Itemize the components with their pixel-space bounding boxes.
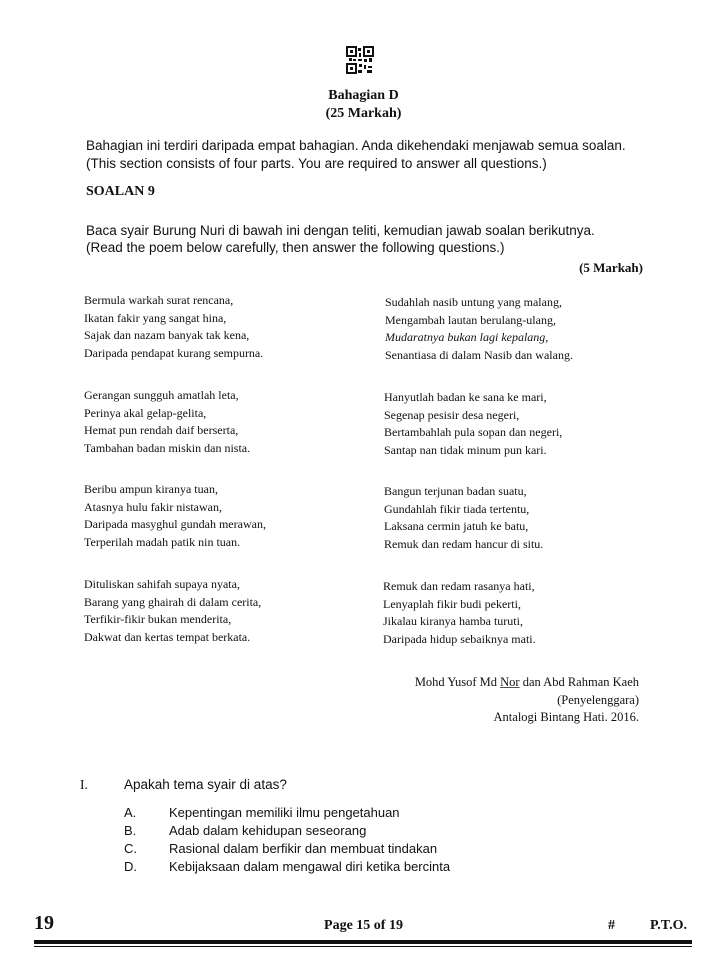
option-letter: C.	[124, 841, 137, 856]
poem-stanza-left-2	[84, 387, 250, 457]
footer-rule-thin	[34, 946, 692, 947]
poem-line: Terfikir-fikir bukan menderita,	[84, 612, 232, 626]
poem-line: Terperilah madah patik nin tuan.	[84, 534, 241, 549]
poem-line: Jikalau kiranya hamba turuti,	[383, 614, 523, 628]
section-marks: (25 Markah)	[325, 106, 402, 121]
option-letter: A.	[124, 805, 137, 820]
poem-line: Hemat pun rendah daif berserta,	[84, 423, 239, 437]
option-text: Rasional dalam berfikir dan membuat tindakan	[169, 841, 438, 856]
poem-line: Lenyaplah fikir budi pekerti,	[383, 596, 521, 611]
option-text: Adab dalam kehidupan seseorang	[169, 823, 367, 838]
option-letter: D.	[124, 859, 137, 874]
section-title: Bahagian D	[328, 88, 399, 103]
poem-stanza-right-1	[385, 294, 573, 364]
poem-line: Ikatan fakir yang sangat hina,	[84, 310, 227, 325]
intro-english: (This section consists of four parts. You are required to answer all questions.)	[86, 156, 547, 171]
poem-line: Barang yang ghairah di dalam cerita,	[84, 594, 262, 609]
question-marks: (5 Markah)	[579, 260, 643, 275]
footer-rule-thick	[34, 940, 692, 944]
question-number: I.	[80, 777, 88, 792]
poem-line: Daripada pendapat kurang sempurna.	[84, 345, 264, 360]
credit-source: Antalogi Bintang Hati. 2016.	[493, 710, 639, 724]
poem-stanza-left-3	[84, 481, 266, 551]
poem-line: Senantiasa di dalam Nasib dan walang.	[385, 347, 573, 362]
poem-stanza-right-2	[384, 389, 562, 459]
instruction-english: (Read the poem below carefully, then answer the following questions.)	[86, 240, 505, 255]
poem-line: Dakwat dan kertas tempat berkata.	[84, 629, 251, 644]
option-c	[124, 840, 450, 858]
footer-hash: #	[608, 918, 615, 933]
poem-line: Sudahlah nasib untung yang malang,	[385, 295, 562, 309]
poem-line: Bermula warkah surat rencana,	[84, 293, 234, 307]
poem-line: Remuk dan redam hancur di situ.	[384, 536, 544, 551]
intro-malay: Bahagian ini terdiri daripada empat bahagian. Anda dikehendaki menjawab semua soalan.	[86, 138, 626, 153]
footer-pto: P.T.O.	[650, 918, 687, 933]
poem-line: Gerangan sungguh amatlah leta,	[84, 388, 239, 402]
poem-line: Mengambah lautan berulang-ulang,	[385, 312, 556, 327]
qr-code-icon	[346, 46, 374, 74]
poem-line: Daripada masyghul gundah merawan,	[84, 517, 266, 531]
poem-line: Gundahlah fikir tiada tertentu,	[384, 501, 530, 516]
answer-options	[124, 804, 450, 876]
poem-line: Hanyutlah badan ke sana ke mari,	[384, 390, 547, 404]
question-text: Apakah tema syair di atas?	[124, 777, 287, 792]
poem-stanza-left-4	[84, 576, 261, 646]
poem-stanza-right-3	[384, 483, 543, 553]
question-title: SOALAN 9	[86, 184, 155, 199]
poem-line: Remuk dan redam rasanya hati,	[383, 579, 535, 593]
poem-line: Sajak dan nazam banyak tak kena,	[84, 328, 250, 342]
instruction-malay: Baca syair Burung Nuri di bawah ini dengan teliti, kemudian jawab soalan berikutnya.	[86, 223, 595, 238]
option-letter: B.	[124, 823, 137, 838]
option-b	[124, 822, 450, 840]
poem-line: Perinya akal gelap-gelita,	[84, 405, 207, 420]
poem-line: Tambahan badan miskin dan nista.	[84, 440, 251, 455]
poem-line: Mudaratnya bukan lagi kepalang,	[385, 330, 549, 344]
option-d	[124, 858, 450, 876]
poem-stanza-right-4	[383, 578, 536, 648]
poem-stanza-left-1	[84, 292, 263, 362]
option-text: Kebijaksaan dalam mengawal diri ketika bercinta	[169, 859, 451, 874]
option-a	[124, 804, 450, 822]
footer-page-text: Page 15 of 19	[324, 918, 403, 933]
poem-line: Laksana cermin jatuh ke batu,	[384, 519, 529, 533]
poem-credit	[415, 674, 639, 727]
credit-authors: Mohd Yusof Md Nor dan Abd Rahman Kaeh	[414, 675, 639, 689]
poem-line: Bertambahlah pula sopan dan negeri,	[384, 425, 563, 439]
footer-page-number: 19	[34, 912, 54, 934]
poem-line: Atasnya hulu fakir nistawan,	[84, 499, 222, 514]
option-text: Kepentingan memiliki ilmu pengetahuan	[169, 805, 400, 820]
poem-line: Dituliskan sahifah supaya nyata,	[84, 577, 240, 591]
poem-line: Santap nan tidak minum pun kari.	[384, 442, 547, 457]
credit-role: (Penyelenggara)	[557, 692, 639, 707]
poem-line: Segenap pesisir desa negeri,	[384, 407, 520, 422]
poem-line: Bangun terjunan badan suatu,	[384, 484, 527, 498]
spelling-underline: Nor	[500, 675, 520, 689]
poem-line: Beribu ampun kiranya tuan,	[84, 482, 218, 496]
poem-line: Daripada hidup sebaiknya mati.	[383, 631, 536, 646]
